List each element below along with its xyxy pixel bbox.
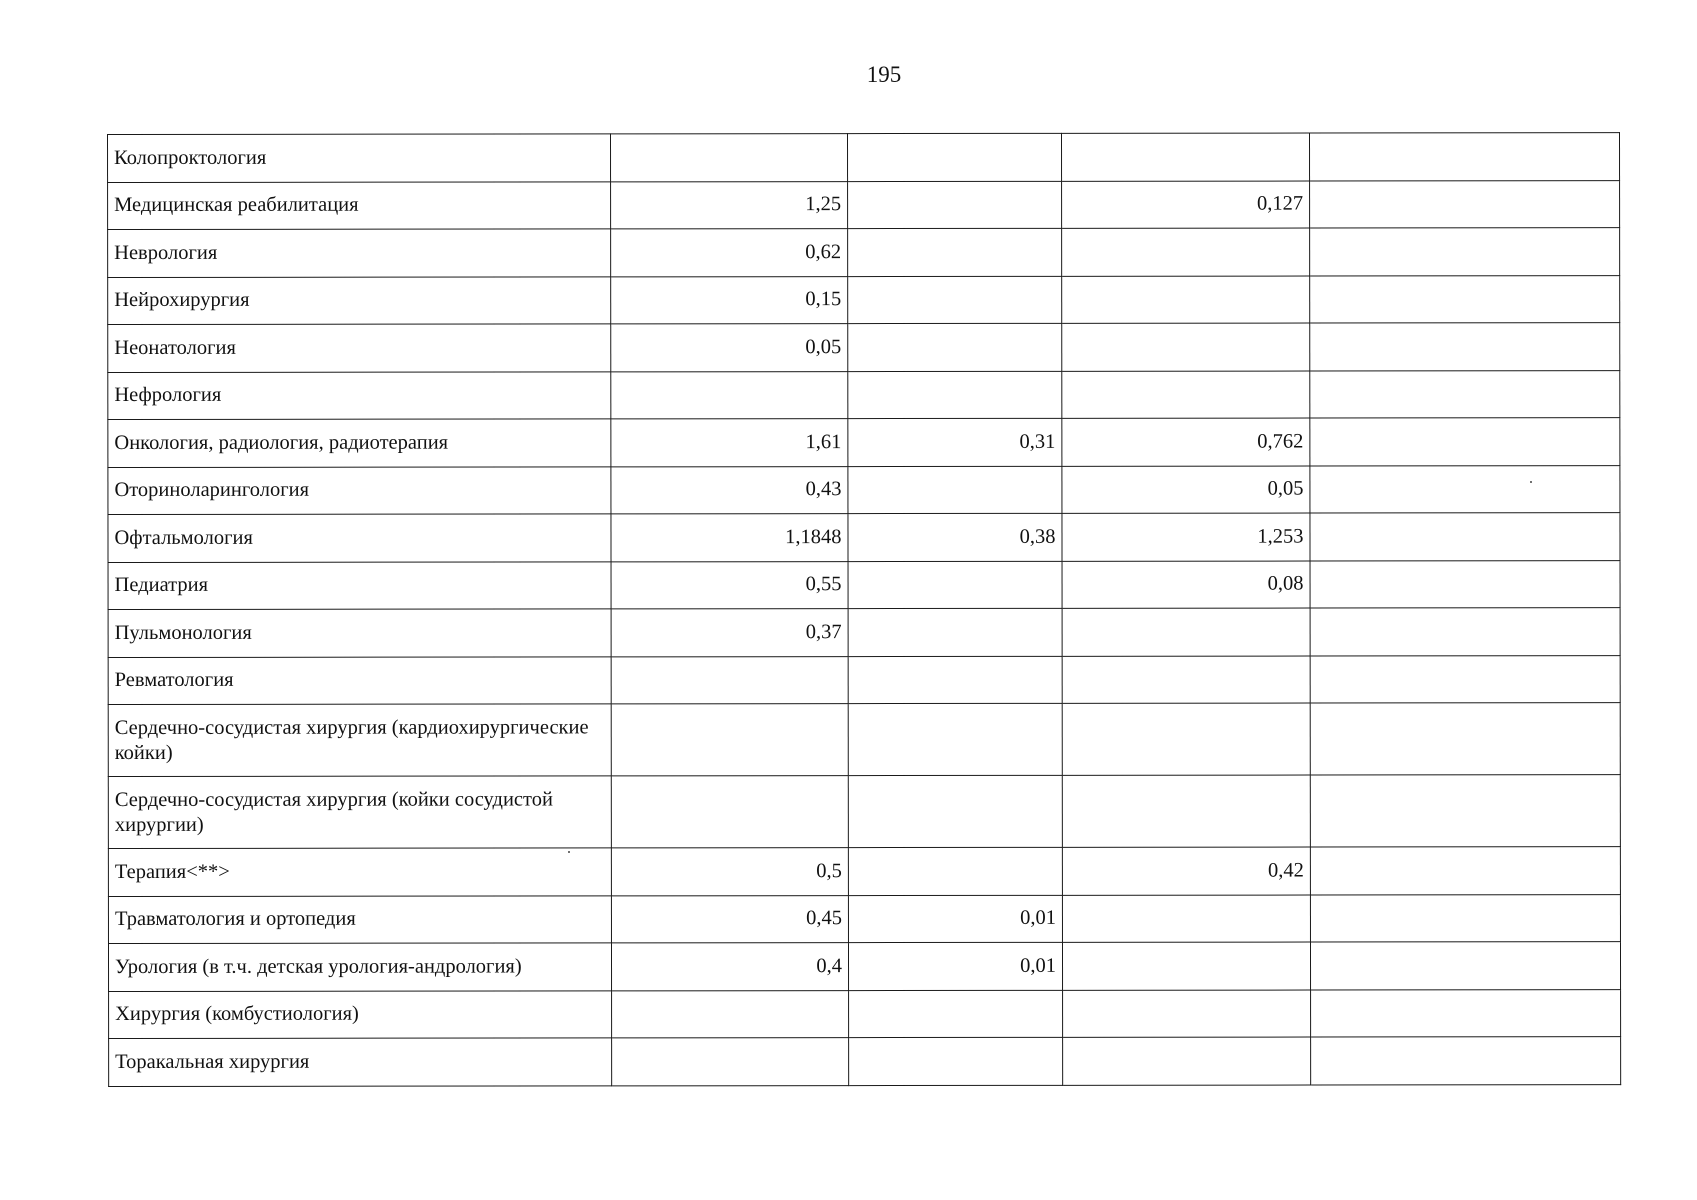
table-cell: 0,5 bbox=[611, 848, 848, 896]
row-label: Неонатология bbox=[108, 324, 611, 372]
table-cell bbox=[1310, 370, 1620, 418]
table-cell: 0,762 bbox=[1062, 418, 1310, 466]
table-cell bbox=[1310, 703, 1620, 775]
table-cell bbox=[1311, 989, 1621, 1037]
table-cell bbox=[1310, 275, 1620, 323]
table-cell bbox=[611, 134, 848, 182]
table-cell: 0,55 bbox=[611, 561, 848, 609]
table-row bbox=[108, 608, 1620, 657]
table-cell bbox=[849, 990, 1063, 1038]
table-cell bbox=[1062, 656, 1310, 704]
table-cell: 1,253 bbox=[1062, 513, 1310, 561]
table-row bbox=[109, 1037, 1621, 1086]
table-cell bbox=[1311, 1037, 1621, 1085]
table-cell bbox=[1063, 1037, 1311, 1085]
table-cell bbox=[1310, 894, 1620, 942]
table-cell bbox=[1062, 323, 1310, 371]
table-cell bbox=[1062, 775, 1310, 847]
row-label: Медицинская реабилитация bbox=[108, 181, 611, 229]
table-row bbox=[108, 133, 1620, 182]
table-cell: 0,42 bbox=[1062, 847, 1310, 895]
table-cell bbox=[849, 1037, 1063, 1085]
table-row bbox=[108, 560, 1620, 609]
row-label: Торакальная хирургия bbox=[109, 1038, 612, 1086]
table-cell bbox=[612, 1038, 849, 1086]
table-cell: 0,08 bbox=[1062, 561, 1310, 609]
table-row bbox=[108, 465, 1620, 514]
table-row bbox=[108, 513, 1620, 562]
row-label: Сердечно-сосудистая хирургия (койки сосудистой хирургии) bbox=[108, 776, 611, 849]
table-cell bbox=[1310, 608, 1620, 656]
table-cell bbox=[1062, 895, 1310, 943]
table-cell: 0,62 bbox=[611, 229, 848, 277]
table-cell bbox=[848, 133, 1062, 181]
table-cell bbox=[1063, 990, 1311, 1038]
table-cell bbox=[1062, 608, 1310, 656]
row-label: Нефрология bbox=[108, 371, 611, 419]
table-row bbox=[108, 180, 1620, 229]
row-label: Травматология и ортопедия bbox=[108, 895, 611, 943]
table-cell: 0,43 bbox=[611, 466, 848, 514]
table-cell bbox=[1310, 942, 1620, 990]
table-row bbox=[108, 655, 1620, 704]
table-cell bbox=[612, 990, 849, 1038]
table-row bbox=[108, 894, 1620, 943]
table-cell bbox=[1310, 465, 1620, 513]
table-cell bbox=[848, 181, 1062, 229]
table-cell: 1,61 bbox=[611, 419, 848, 467]
scan-speck bbox=[568, 851, 570, 853]
row-label: Офтальмология bbox=[108, 514, 611, 562]
table-row bbox=[108, 847, 1620, 896]
table-cell bbox=[1062, 942, 1310, 990]
table-cell bbox=[848, 847, 1062, 895]
row-label: Неврология bbox=[108, 229, 611, 277]
data-table bbox=[107, 132, 1621, 1086]
row-label: Колопроктология bbox=[108, 134, 611, 182]
table-row bbox=[108, 275, 1620, 324]
row-label: Хирургия (комбустиология) bbox=[109, 990, 612, 1038]
table-row bbox=[108, 942, 1620, 991]
row-label: Онкология, радиология, радиотерапия bbox=[108, 419, 611, 467]
table-cell bbox=[848, 608, 1062, 656]
table-cell bbox=[611, 704, 848, 776]
table-cell: 0,37 bbox=[611, 609, 848, 657]
table-cell bbox=[1310, 323, 1620, 371]
table-cell: 0,05 bbox=[1062, 466, 1310, 514]
table-cell: 0,01 bbox=[848, 895, 1062, 943]
table-cell bbox=[1310, 180, 1620, 228]
table-cell bbox=[611, 371, 848, 419]
table-cell bbox=[848, 371, 1062, 419]
table-cell: 0,15 bbox=[611, 276, 848, 324]
table-cell bbox=[848, 466, 1062, 514]
table-cell bbox=[1310, 847, 1620, 895]
table-row bbox=[108, 418, 1620, 467]
row-label: Урология (в т.ч. детская урология-андрология) bbox=[108, 943, 611, 991]
table-cell bbox=[848, 561, 1062, 609]
row-label: Пульмонология bbox=[108, 609, 611, 657]
page-number: 195 bbox=[866, 62, 902, 87]
row-label: Сердечно-сосудистая хирургия (кардиохирургические койки) bbox=[108, 704, 611, 777]
scan-speck bbox=[1530, 481, 1532, 483]
table-cell: 0,4 bbox=[611, 943, 848, 991]
table-row bbox=[108, 775, 1620, 849]
table-cell bbox=[1310, 560, 1620, 608]
table-cell: 0,05 bbox=[611, 324, 848, 372]
table-cell: 1,1848 bbox=[611, 514, 848, 562]
row-label: Терапия<**> bbox=[108, 848, 611, 896]
table-cell bbox=[1310, 655, 1620, 703]
table-row bbox=[108, 370, 1620, 419]
table-cell bbox=[848, 323, 1062, 371]
row-label: Ревматология bbox=[108, 656, 611, 704]
table-cell bbox=[1062, 703, 1310, 775]
table-cell bbox=[1062, 276, 1310, 324]
table-cell bbox=[848, 228, 1062, 276]
row-label: Педиатрия bbox=[108, 561, 611, 609]
table-cell bbox=[1309, 133, 1619, 181]
row-label: Оториноларингология bbox=[108, 466, 611, 514]
table-row bbox=[108, 228, 1620, 277]
table-cell: 0,127 bbox=[1062, 181, 1310, 229]
table-cell bbox=[848, 276, 1062, 324]
table-cell bbox=[611, 776, 848, 848]
table-cell bbox=[848, 703, 1062, 775]
table-cell bbox=[848, 656, 1062, 704]
table-cell: 0,31 bbox=[848, 418, 1062, 466]
table-cell: 1,25 bbox=[611, 181, 848, 229]
table-row bbox=[109, 989, 1621, 1038]
table-cell bbox=[848, 775, 1062, 847]
table-cell bbox=[1310, 513, 1620, 561]
table-cell: 0,38 bbox=[848, 513, 1062, 561]
table-cell bbox=[1062, 371, 1310, 419]
table-cell bbox=[1310, 228, 1620, 276]
table-cell bbox=[1061, 133, 1309, 181]
table-cell: 0,45 bbox=[611, 895, 848, 943]
table-cell bbox=[1062, 228, 1310, 276]
table-cell bbox=[611, 656, 848, 704]
row-label: Нейрохирургия bbox=[108, 276, 611, 324]
table-cell bbox=[1310, 418, 1620, 466]
table-row bbox=[108, 323, 1620, 372]
table-cell: 0,01 bbox=[848, 942, 1062, 990]
table-cell bbox=[1310, 775, 1620, 847]
table-row bbox=[108, 703, 1620, 777]
